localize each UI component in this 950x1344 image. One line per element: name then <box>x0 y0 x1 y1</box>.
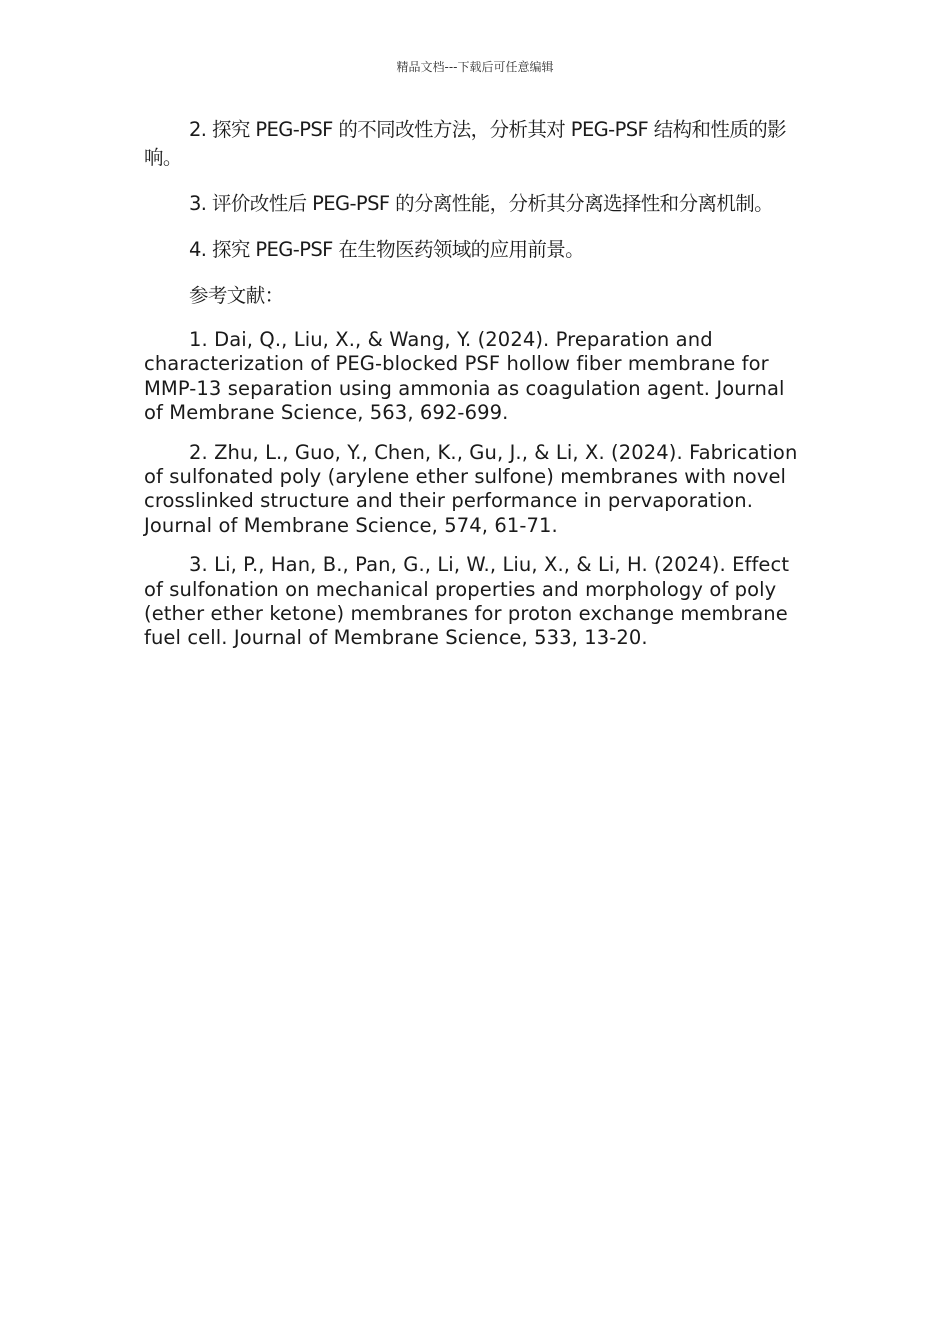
reference-item: 2. Zhu, L., Guo, Y., Chen, K., Gu, J., & Li, X. (2024). Fabrication of sulfonated poly (arylene ether sulfone) membranes with novel crosslinked structure and their performance in pervaporation. Journal of Membrane Science, 574, 61-71. <box>144 440 798 537</box>
reference-item: 1. Dai, Q., Liu, X., & Wang, Y. (2024). Preparation and characterization of PEG-blocked PSF hollow fiber membrane for MMP-13 separation using ammonia as coagulation agent. Journal of Membrane Science, 563, 692-699. <box>144 328 785 425</box>
list-item: 4. 探究 PEG-PSF 在生物医药领域的应用前景。 <box>189 238 585 261</box>
reference-item: 3. Li, P., Han, B., Pan, G., Li, W., Liu, X., & Li, H. (2024). Effect of sulfonation on mechanical properties and morphology of poly (ether ether ketone) membranes for proton exchange membrane fuel cell. Journal of Membrane Science, 533, 13-20. <box>144 553 790 650</box>
page-header: 精品文档---下载后可任意编辑 <box>396 60 554 74</box>
references-heading: 参考文献： <box>189 284 284 307</box>
list-item: 2. 探究 PEG-PSF 的不同改性方法，分析其对 PEG-PSF 结构和性质的影响。 <box>144 118 787 169</box>
document-body <box>144 116 806 666</box>
list-item: 3. 评价改性后 PEG-PSF 的分离性能，分析其分离选择性和分离机制。 <box>189 192 774 215</box>
